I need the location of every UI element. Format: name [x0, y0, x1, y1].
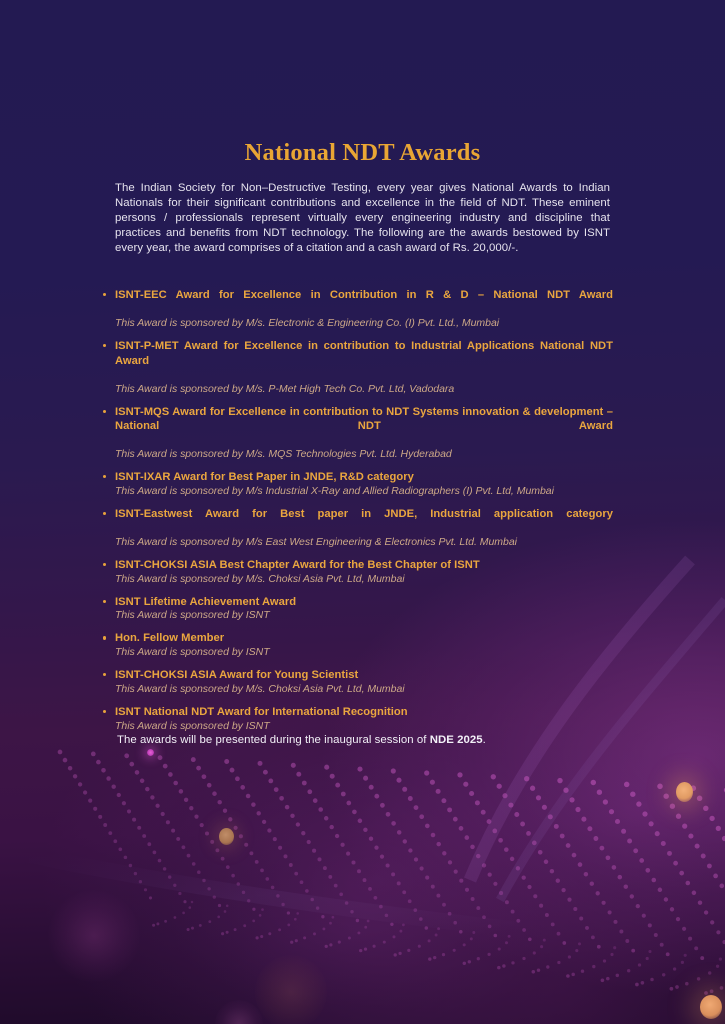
footer-note	[117, 734, 637, 746]
award-title: ISNT-MQS Award for Excellence in contribution to NDT Systems innovation & development – National NDT Award	[115, 405, 613, 432]
footer-prefix: The awards will be presented during the inaugural session of	[117, 734, 430, 746]
bullet-icon	[103, 293, 106, 296]
award-item	[100, 339, 613, 396]
award-title: ISNT-EEC Award for Excellence in Contribution in R & D – National NDT Award	[115, 289, 613, 301]
bullet-icon	[103, 673, 106, 676]
award-title: ISNT National NDT Award for International Recognition	[115, 705, 408, 718]
award-item	[100, 705, 613, 734]
bullet-icon	[103, 710, 106, 713]
footer-event-name: NDE 2025	[429, 734, 483, 746]
bullet-icon	[103, 410, 106, 413]
award-sponsor: This Award is sponsored by M/s. Choksi Asia Pvt. Ltd, Mumbai	[115, 572, 405, 585]
award-title: ISNT-Eastwest Award for Best paper in JNDE, Industrial application category	[115, 507, 613, 520]
award-sponsor: This Award is sponsored by M/s. MQS Technologies Pvt. Ltd. Hyderabad	[115, 448, 452, 461]
award-item	[100, 288, 613, 331]
glow-dot-pink	[147, 749, 154, 756]
award-title: ISNT-CHOKSI ASIA Award for Young Scientist	[115, 668, 359, 681]
award-item	[100, 470, 613, 499]
award-title: ISNT Lifetime Achievement Award	[115, 595, 297, 608]
award-sponsor: This Award is sponsored by M/s Industrial X-Ray and Allied Radiographers (I) Pvt. Ltd, Mumbai	[115, 485, 554, 497]
award-item	[100, 668, 613, 697]
award-title: ISNT-IXAR Award for Best Paper in JNDE, R&D category	[115, 471, 414, 484]
award-sponsor: This Award is sponsored by ISNT	[115, 719, 270, 732]
award-item	[100, 507, 613, 550]
award-item	[100, 405, 613, 462]
bullet-icon	[103, 636, 106, 639]
footer-suffix: .	[482, 734, 486, 746]
award-title: ISNT-CHOKSI ASIA Best Chapter Award for the Best Chapter of ISNT	[115, 558, 480, 571]
award-sponsor: This Award is sponsored by M/s. P-Met High Tech Co. Pvt. Ltd, Vadodara	[115, 382, 455, 395]
glow-orb-amber-left	[219, 828, 234, 845]
awards-list	[100, 288, 613, 741]
award-item	[100, 595, 613, 624]
bullet-icon	[103, 512, 106, 515]
award-title: ISNT-P-MET Award for Excellence in contribution to Industrial Applications National NDT Award	[115, 340, 613, 367]
award-sponsor: This Award is sponsored by M/s. Choksi Asia Pvt. Ltd, Mumbai	[115, 682, 405, 695]
award-sponsor: This Award is sponsored by ISNT	[115, 646, 270, 659]
bullet-icon	[103, 563, 106, 566]
bullet-icon	[103, 475, 106, 478]
award-sponsor: This Award is sponsored by M/s East West Engineering & Electronics Pvt. Ltd. Mumbai	[115, 536, 517, 549]
glow-orb-amber-right	[676, 782, 693, 802]
page-title: National NDT Awards	[244, 139, 481, 166]
bullet-icon	[103, 600, 106, 603]
intro-paragraph: The Indian Society for Non–Destructive Testing, every year gives National Awards to Indian Nationals for their significant contributions and excellence in the field of NDT. These eminent persons / professionals represent virtually every engineering industry and discipline that practices and benefits from NDT technology. The following are the awards bestowed by ISNT every year, the award comprises of a citation and a cash award of Rs. 20,000/-.	[115, 182, 610, 255]
glow-orb-amber-soft	[255, 955, 327, 1024]
award-sponsor: This Award is sponsored by ISNT	[115, 609, 270, 622]
glow-orb-magenta	[48, 890, 140, 982]
dotted-wave-pattern	[58, 750, 725, 995]
award-item	[100, 631, 613, 660]
award-item	[100, 558, 613, 587]
award-sponsor: This Award is sponsored by M/s. Electronic & Engineering Co. (I) Pvt. Ltd., Mumbai	[115, 317, 500, 330]
award-title: Hon. Fellow Member	[115, 632, 225, 645]
glow-orb-pink-soft	[215, 1000, 263, 1024]
glow-orb-amber-corner	[700, 995, 722, 1019]
bullet-icon	[103, 344, 106, 347]
